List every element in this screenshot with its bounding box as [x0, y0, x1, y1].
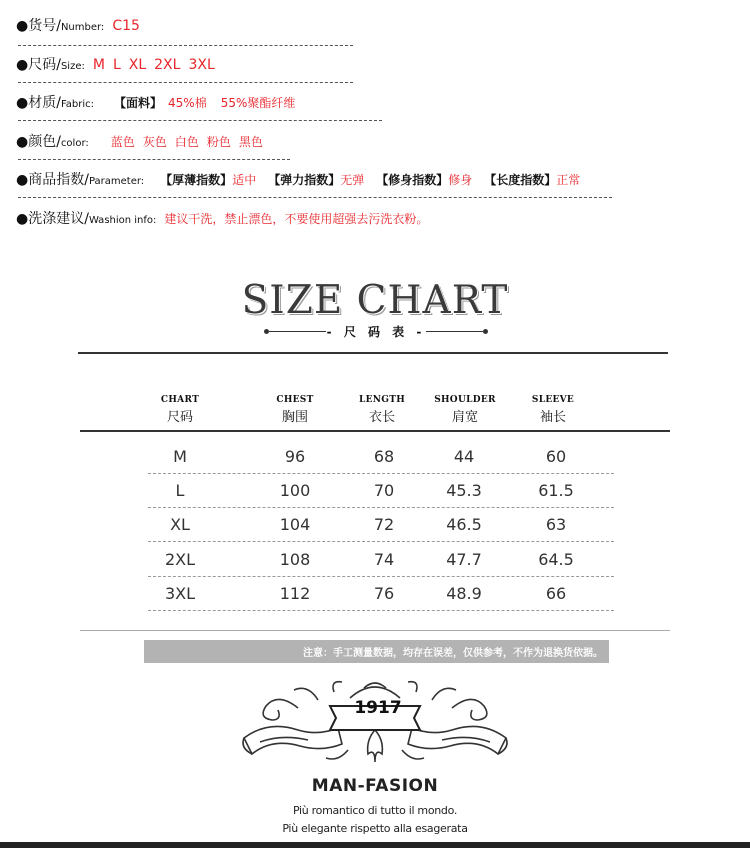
size-row: [16, 56, 223, 76]
wash-value: 建议干洗，禁止漂色，不要使用超强去污洗衣粉。: [164, 212, 429, 226]
fabric-label: ●材质/: [16, 95, 61, 111]
number-label-en: Number:: [60, 22, 105, 33]
table-bottom-rule: [80, 630, 670, 631]
emblem-year: 1917: [354, 698, 402, 718]
size-label-en: Size:: [60, 61, 85, 72]
table-row: 2XL 108 74 47.7 64.5: [0, 543, 750, 577]
number-label: ●货号/: [16, 18, 61, 34]
size-label: ●尺码/: [16, 57, 61, 73]
color-label-en: color:: [60, 138, 89, 149]
table-top-rule: [78, 352, 668, 354]
color-values: 蓝色 灰色 白色 粉色 黑色: [110, 135, 263, 149]
brand-motto-1: Più romantico di tutto il mondo.: [292, 804, 458, 817]
fabric-key: 【面料】: [114, 96, 163, 110]
wash-row: [16, 210, 428, 230]
table-row: L 100 70 45.3 61.5: [0, 474, 750, 508]
wash-label: ●洗涤建议/: [16, 211, 89, 227]
divider: [18, 159, 290, 160]
measurement-note: 注意：手工测量数据，均存在误差，仅供参考，不作为退换货依据。: [144, 640, 609, 663]
brand-motto-2: Più elegante rispetto alla esagerata: [282, 822, 468, 835]
parameter-row: ●商品指数/Parameter: 【厚薄指数】适中 【弹力指数】无弹 【修身指数】修身 【长度指数】正常: [16, 172, 581, 188]
brand-name: MAN-FASION: [311, 776, 439, 796]
header-shoulder: SHOULDER 肩宽: [434, 395, 496, 425]
table-row: 3XL 112 76 48.9 66: [0, 577, 750, 611]
size-values: M L XL 2XL 3XL: [92, 57, 215, 73]
parameter-label-en: Parameter:: [88, 176, 145, 187]
fabric-row: [16, 94, 295, 114]
wash-label-en: Washion info:: [88, 215, 157, 226]
table-row: M 96 68 44 60: [0, 440, 750, 474]
fabric-label-en: Fabric:: [60, 99, 95, 110]
size-chart-subtitle: - 尺 码 表 -: [262, 322, 490, 342]
divider: [18, 120, 382, 121]
fabric-value-1: 45%棉: [168, 96, 207, 110]
parameter-label: ●商品指数/: [16, 172, 89, 188]
divider: [18, 82, 353, 83]
divider: [18, 45, 353, 46]
number-value: C15: [112, 18, 140, 34]
header-chest: CHEST 胸围: [276, 395, 314, 425]
color-label: ●颜色/: [16, 134, 61, 150]
size-chart-title: SIZE CHART: [241, 278, 509, 323]
fabric-value-2: 55%聚酯纤维: [220, 96, 296, 110]
table-header-rule: [80, 430, 670, 432]
color-row: [16, 133, 271, 153]
header-length: LENGTH 衣长: [358, 395, 406, 425]
header-sleeve: SLEEVE 袖长: [531, 395, 575, 425]
brand-emblem: [238, 678, 512, 768]
number-row: [16, 17, 140, 37]
divider: [18, 197, 612, 198]
header-chart: CHART 尺码: [160, 395, 200, 425]
bottom-bar: [0, 842, 750, 848]
table-row: XL 104 72 46.5 63: [0, 508, 750, 542]
